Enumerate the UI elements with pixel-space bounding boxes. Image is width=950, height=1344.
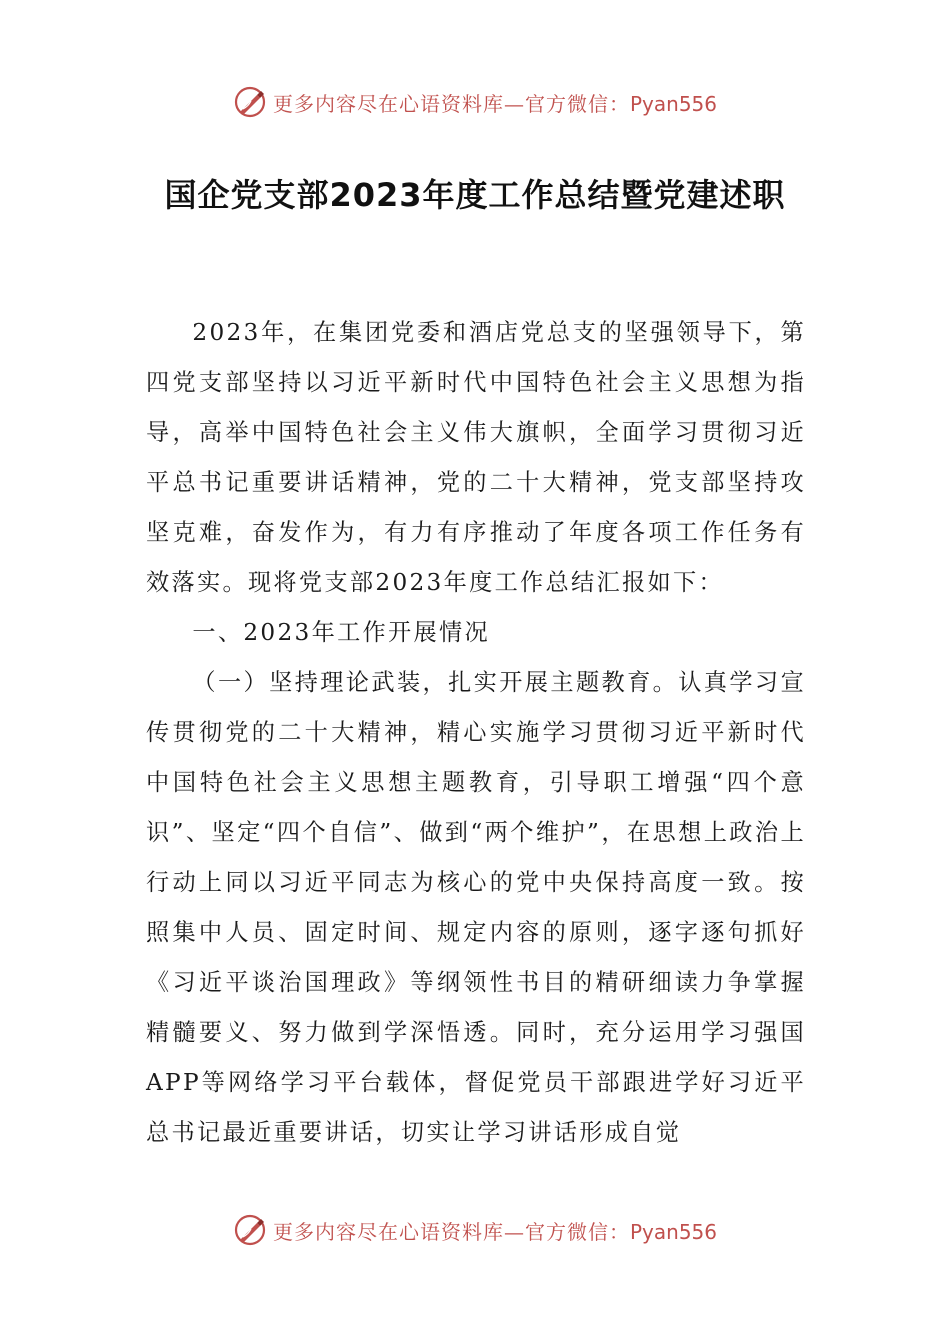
watermark-text: 更多内容尽在心语资料库—官方微信：Pyan556 xyxy=(272,1219,717,1244)
paragraph-intro: 2023年，在集团党委和酒店党总支的坚强领导下，第四党支部坚持以习近平新时代中国特色社会主义思想为指导，高举中国特色社会主义伟大旗帜，全面学习贯彻习近平总书记重要讲话精神，党的二十大精神，党支部坚持攻坚克难，奋发作为，有力有序推动了年度各项工作任务有效落实。现将党支部2023年度工作总结汇报如下： xyxy=(146,319,806,596)
document-body xyxy=(146,308,806,1158)
watermark-banner-bottom xyxy=(0,1208,950,1252)
paragraph-section-1: （一）坚持理论武装，扎实开展主题教育。认真学习宣传贯彻党的二十大精神，精心实施学习贯彻习近平新时代中国特色社会主义思想主题教育，引导职工增强“四个意识”、坚定“四个自信”、做到“两个维护”，在思想上政治上行动上同以习近平同志为核心的党中央保持高度一致。按照集中人员、固定时间、规定内容的原则，逐字逐句抓好《习近平谈治国理政》等纲领性书目的精研细读力争掌握精髓要义、努力做到学深悟透。同时，充分运用学习强国APP等网络学习平台载体，督促党员干部跟进学好习近平总书记最近重要讲话，切实让学习讲话形成自觉 xyxy=(146,669,806,1146)
document-title: 国企党支部2023年度工作总结暨党建述职 xyxy=(164,176,786,214)
watermark-text: 更多内容尽在心语资料库—官方微信：Pyan556 xyxy=(272,91,717,116)
watermark-banner-top xyxy=(0,80,950,124)
pen-logo-icon xyxy=(233,85,267,119)
section-heading: 一、2023年工作开展情况 xyxy=(192,619,490,646)
pen-logo-icon xyxy=(233,1213,267,1247)
